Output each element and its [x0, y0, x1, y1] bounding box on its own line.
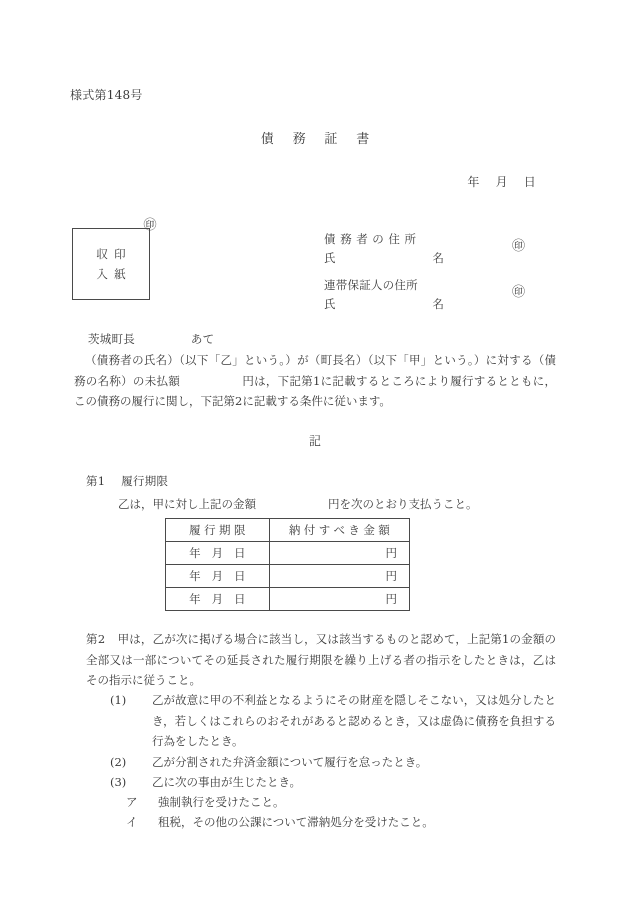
list-item — [110, 772, 556, 793]
table-header-row — [166, 519, 410, 542]
seal-icon: ㊞ — [512, 285, 526, 300]
debtor-block — [324, 230, 444, 268]
debtor-name-label — [324, 249, 444, 268]
guarantor-name-label-right: 名 — [432, 297, 444, 311]
list-item-marker: (2) — [110, 755, 127, 769]
section-1-text-before: 乙は，甲に対し上記の金額 — [118, 497, 256, 511]
body-paragraph-part-2: 円は，下記第1に記載するところにより履行するとともに，この債務の履行に関し，下記第2に記載する条件に従います。 — [74, 373, 556, 408]
section-2-text: 甲は，乙が次に掲げる場合に該当し，又は該当するものと認めて，上記第1の金額の全部又は一部についてその延長された履行期限を繰り上げる者の指示をしたときは，乙はその指示に従うこと。 — [86, 632, 556, 687]
table-cell-amount[interactable]: 円 — [269, 542, 409, 565]
table-cell-amount[interactable]: 円 — [269, 565, 409, 588]
table-cell-term[interactable]: 年月日 — [166, 588, 270, 611]
guarantor-name-label-left: 氏 — [324, 297, 336, 311]
list-item-marker: (3) — [110, 775, 127, 789]
addressee-suffix: あて — [190, 332, 215, 346]
list-item-text: 乙が故意に甲の不利益となるようにその財産を隠しそこない，又は処分したとき，若しくはこれらのおそれがあると認めるとき，又は虚偽に債務を負担する行為をしたとき。 — [152, 693, 556, 748]
table-row — [166, 588, 410, 611]
sub-list-item-text: 強制執行を受けたこと。 — [158, 795, 285, 809]
debtor-name-label-left: 氏 — [324, 251, 336, 265]
guarantor-address-label: 連帯保証人の住所 — [324, 278, 418, 292]
payment-schedule-table — [165, 518, 410, 611]
table-cell-amount[interactable]: 円 — [269, 588, 409, 611]
section-2-paragraph — [86, 629, 556, 691]
list-item — [110, 690, 556, 752]
document-title: 債務証書 — [260, 132, 389, 147]
revenue-stamp-line-1: 収印 — [96, 247, 132, 261]
addressee-line — [88, 331, 214, 347]
table-cell-term[interactable]: 年月日 — [166, 542, 270, 565]
table-cell-term[interactable]: 年月日 — [166, 565, 270, 588]
addressee-name: 茨城町長 — [88, 332, 135, 346]
table-header-amount: 納付すべき金額 — [269, 519, 409, 542]
table-row — [166, 542, 410, 565]
debtor-address-label: 債務者の住所 — [324, 232, 421, 246]
list-item-text: 乙が分割された弁済金額について履行を怠ったとき。 — [152, 755, 428, 769]
table-row — [166, 565, 410, 588]
revenue-stamp-box — [72, 228, 150, 300]
seal-icon: ㊞ — [512, 239, 526, 254]
list-item-text: 乙に次の事由が生じたとき。 — [152, 775, 302, 789]
seal-icon: ㊞ — [143, 218, 157, 233]
section-1-text-after: 円を次のとおり支払うこと。 — [328, 497, 478, 511]
section-1-title: 履行期限 — [121, 474, 169, 488]
body-paragraph-part-1: （債務者の氏名）（以下「乙」という。）が（町長名）（以下「甲」という。）に対する（債務の名称）の未払額 — [74, 353, 556, 388]
list-item — [110, 752, 556, 773]
form-number: 様式第148号 — [70, 88, 143, 102]
sub-list-item-text: 租税，その他の公課について滞納処分を受けたこと。 — [158, 815, 434, 829]
guarantor-block — [324, 276, 444, 314]
sub-list-item — [126, 792, 556, 813]
section-1-text — [118, 496, 478, 512]
debtor-name-label-right: 名 — [432, 251, 444, 265]
sub-list-item — [126, 812, 556, 833]
table-header-term: 履行期限 — [166, 519, 270, 542]
sub-list-item-marker: イ — [126, 815, 138, 829]
date-line: 年月日 — [467, 175, 552, 189]
ki-marker: 記 — [308, 434, 321, 448]
revenue-stamp-label — [73, 244, 149, 284]
section-2-number: 第2 — [86, 632, 106, 646]
revenue-stamp-line-2: 入紙 — [96, 267, 132, 281]
section-1-number: 第1 — [86, 474, 106, 488]
list-item-marker: (1) — [110, 693, 127, 707]
guarantor-name-label — [324, 295, 444, 314]
body-paragraph — [74, 350, 556, 412]
sub-list-item-marker: ア — [126, 795, 138, 809]
section-1-heading — [86, 473, 168, 489]
